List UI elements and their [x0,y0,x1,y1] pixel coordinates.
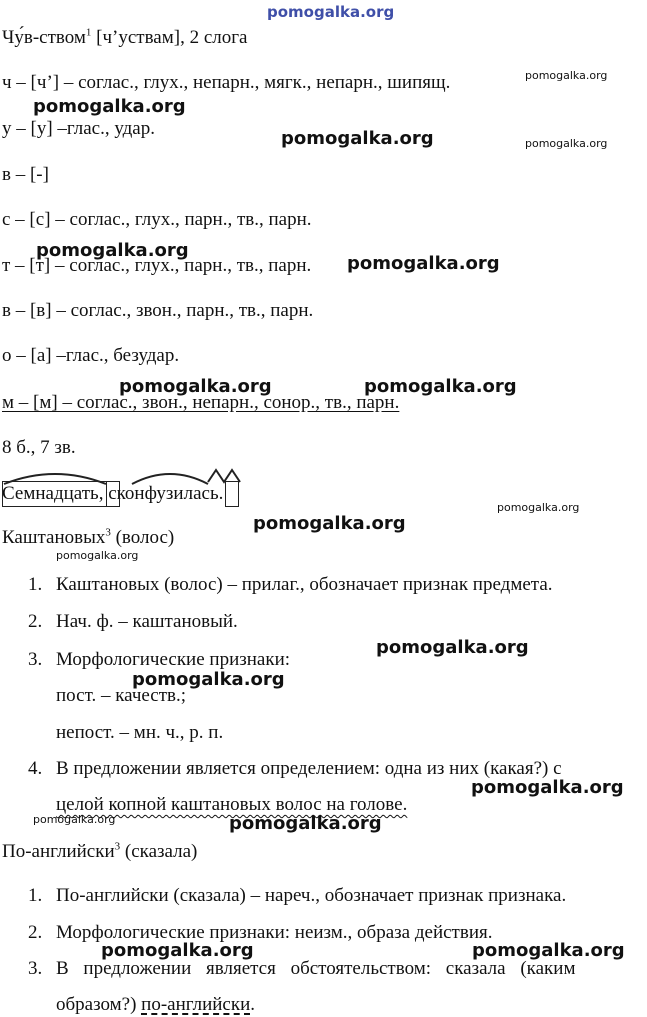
heading-rest: [ч’уствам], 2 слога [91,27,248,48]
phonetic-line: в – [-] [2,164,49,185]
watermark: pomogalka.org [33,96,186,117]
phonetic-line: в – [в] – соглас., звон., парн., тв., парн. [2,300,314,321]
item-number: 1. [28,574,43,595]
watermark: pomogalka.org [132,669,285,690]
watermark: pomogalka.org [253,513,406,534]
section1-sup: 3 [105,526,111,539]
word-frame [2,481,107,507]
phonetic-line: ч – [ч’] – соглас., глух., непарн., мягк., непарн., шипящ. [2,72,451,93]
section1-title-rest: (волос) [110,527,175,548]
watermark: pomogalka.org [281,128,434,149]
section2-title-rest: (сказала) [120,841,198,862]
section2-sup: 3 [114,840,121,853]
word-heading [2,27,247,49]
ending-box [225,481,239,507]
item-text: Каштановых (волос) – прилаг., обозначает признак предмета. [56,574,553,595]
heading-word: Чу́в-ством [2,27,86,48]
watermark: pomogalka.org [36,240,189,261]
heading-sup: 1 [85,26,92,39]
item-text-continued [56,994,255,1016]
watermark: pomogalka.org [525,69,608,82]
section2-title: По-английски [2,841,115,862]
item-text: В предложении является определением: одна из них (какая?) с [56,758,562,779]
watermark: pomogalka.org [497,501,580,514]
watermark: pomogalka.org [33,813,116,826]
item-number: 2. [28,922,43,943]
item-text-continued: целой копной каштановых волос на голове. [56,794,408,815]
morpheme-end: . [218,483,224,504]
sub-item: непост. – мн. ч., р. п. [56,722,224,743]
item-text: По-английски (сказала) – нареч., обозначает признак признака. [56,885,567,906]
adverb-dashed: по-английски [141,994,251,1015]
list-item [28,611,238,633]
item-text: В предложении является обстоятельством: сказала (каким [56,958,576,979]
watermark: pomogalka.org [472,940,625,961]
watermark: pomogalka.org [376,637,529,658]
phonetic-line: о – [а] –глас., безудар. [2,345,180,366]
phonetic-line: м – [м] – соглас., звон., непарн., сонор., тв., парн. [2,392,400,413]
watermark: pomogalka.org [119,376,272,397]
morpheme-separator: , [98,483,109,504]
item-number: 4. [28,758,43,779]
item-text-plain: образом?) [56,994,142,1015]
section-title [2,527,174,549]
watermark: pomogalka.org [471,777,624,798]
item-text: Морфологические признаки: [56,649,291,670]
list-item [28,885,566,907]
section1-title: Каштановых [2,527,106,548]
watermark: pomogalka.org [347,253,500,274]
item-text: Нач. ф. – каштановый. [56,611,238,632]
watermark: pomogalka.org [229,813,382,834]
item-number: 3. [28,649,43,670]
phonetic-line: с – [с] – соглас., глух., парн., тв., парн. [2,209,312,230]
section-title [2,841,197,863]
phonetic-line: т – [т] – соглас., глух., парн., тв., парн. [2,255,312,276]
list-item [28,649,290,671]
watermark: pomogalka.org [56,549,139,562]
item-text: Морфологические признаки: неизм., образа действия. [56,922,493,943]
morpheme-word-2: сконфузилась [108,483,219,504]
item-number: 3. [28,958,43,979]
item-number: 1. [28,885,43,906]
item-text-end: . [250,994,255,1015]
ending-box [106,481,120,507]
list-item [28,958,575,980]
list-item [28,574,553,596]
header-watermark: pomogalka.org [267,3,395,21]
item-number: 2. [28,611,43,632]
phonetic-line: у – [у] –глас., удар. [2,118,155,139]
watermark: pomogalka.org [101,940,254,961]
letter-sound-count: 8 б., 7 зв. [2,437,76,458]
morpheme-word-1: Семнадцать [2,483,99,504]
sub-item: пост. – качеств.; [56,685,187,706]
watermark: pomogalka.org [364,376,517,397]
watermark: pomogalka.org [525,137,608,150]
list-item [28,922,492,944]
